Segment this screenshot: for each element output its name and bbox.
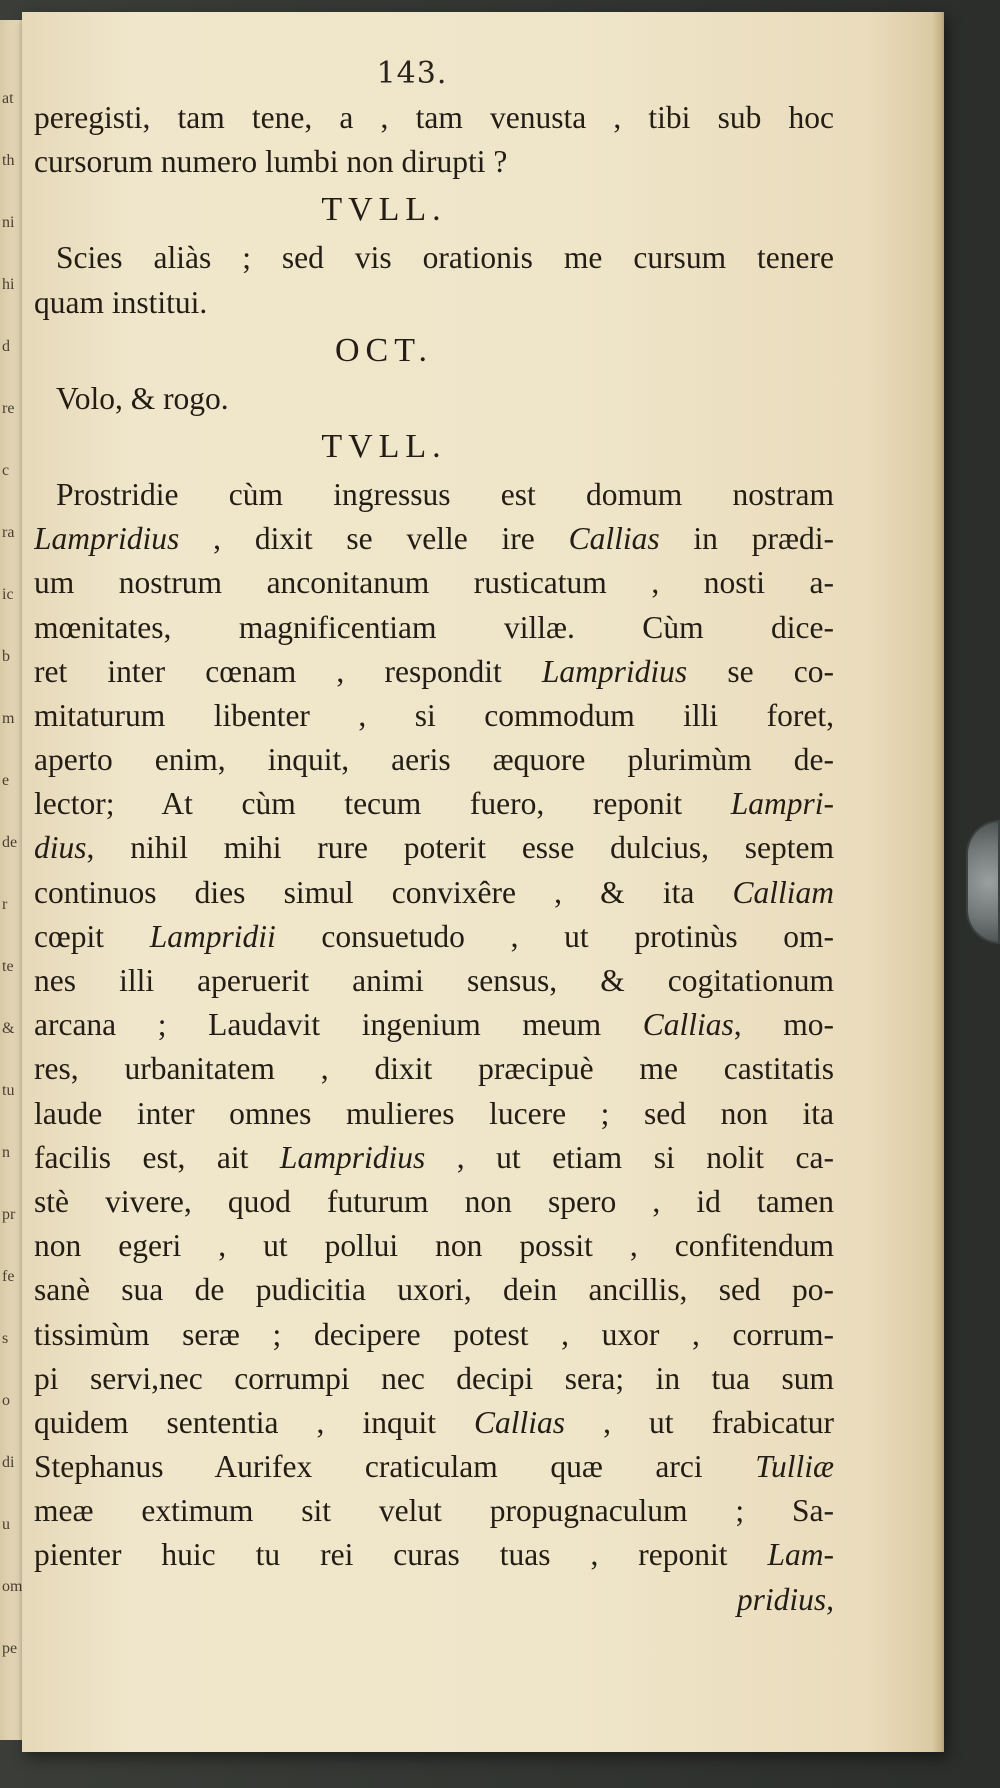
text-line — [34, 1047, 834, 1091]
text-segment: Stephanus Aurifex craticulam quæ arci — [34, 1449, 756, 1485]
speaker-heading — [34, 184, 734, 236]
italic-name: Callias — [568, 521, 660, 557]
margin-fragment: b — [2, 648, 10, 665]
italic-name: Callias — [642, 1007, 734, 1043]
text-segment: cœpit — [34, 918, 150, 954]
text-segment: Scies aliàs ; sed vis orationis me cursum tenere — [56, 240, 834, 276]
margin-fragment: re — [2, 400, 15, 417]
text-line — [34, 738, 834, 782]
text-segment: pienter huic tu rei curas tuas , reponit — [34, 1537, 768, 1573]
italic-name: Lampridius — [34, 521, 180, 557]
text-segment: peregisti, tam tene, a , tam venusta , tibi sub hoc — [34, 100, 834, 135]
text-segment: Prostridie cùm ingressus est domum nostram — [56, 476, 834, 512]
text-line — [34, 1092, 834, 1136]
italic-name: Lam- — [767, 1537, 834, 1573]
text-line — [34, 1401, 834, 1445]
text-line — [34, 140, 834, 184]
text-segment: mitaturum libenter , si commodum illi foret, — [34, 697, 834, 733]
text-segment: , dixit se velle ire — [179, 521, 569, 557]
text-line — [34, 1180, 834, 1224]
text-segment: um nostrum anconitanum rusticatum , nosti a- — [34, 565, 834, 601]
italic-name: dius — [34, 830, 87, 866]
speaker-heading — [34, 325, 734, 377]
text-line — [34, 377, 834, 421]
text-segment: , mo- — [733, 1007, 834, 1043]
page-text — [34, 96, 834, 1622]
margin-fragment: at — [2, 90, 14, 107]
margin-fragment: tu — [2, 1082, 15, 1099]
text-line — [34, 959, 834, 1003]
catchword — [34, 1578, 834, 1622]
text-line — [34, 915, 834, 959]
text-segment: nes illi aperuerit animi sensus, & cogitationum — [34, 963, 834, 998]
italic-name: Lampri- — [730, 786, 834, 822]
italic-name: Lampridius — [279, 1139, 426, 1175]
text-line — [34, 1313, 834, 1357]
margin-fragment: d — [2, 338, 10, 355]
page-fore-edge — [932, 12, 942, 1752]
margin-fragment: m — [2, 710, 15, 727]
text-segment: res, urbanitatem , dixit præcipuè me castitatis — [34, 1051, 834, 1087]
text-segment: TVLL. — [321, 427, 447, 465]
text-line — [34, 694, 834, 738]
text-line — [34, 650, 834, 694]
margin-fragment: fe — [2, 1268, 15, 1285]
margin-fragment: pe — [2, 1640, 18, 1657]
margin-fragment: s — [2, 1330, 9, 1347]
book-clasp — [966, 820, 1000, 944]
text-segment: se co- — [687, 653, 834, 689]
margin-fragment: e — [2, 772, 10, 789]
margin-fragment: c — [2, 462, 10, 479]
speaker-heading — [34, 421, 734, 473]
text-line — [34, 96, 834, 140]
text-line — [34, 1533, 834, 1577]
text-line — [34, 1445, 834, 1489]
margin-fragment: & — [2, 1020, 15, 1037]
text-line — [34, 281, 834, 325]
text-segment: arcana ; Laudavit ingenium meum — [34, 1007, 643, 1043]
text-line — [34, 1136, 834, 1180]
margin-fragment: pr — [2, 1206, 16, 1223]
margin-fragment: de — [2, 834, 18, 851]
margin-fragment: om — [2, 1578, 23, 1595]
italic-name: Callias — [474, 1404, 566, 1440]
margin-fragment: n — [2, 1144, 10, 1161]
margin-fragment: r — [2, 896, 8, 913]
margin-fragment: o — [2, 1392, 10, 1409]
text-line — [34, 561, 834, 605]
text-segment: sanè sua de pudicitia uxori, dein ancillis, sed po- — [34, 1272, 834, 1308]
text-line — [34, 473, 834, 517]
text-segment: facilis est, ait — [34, 1139, 280, 1175]
text-segment: TVLL. — [321, 191, 447, 229]
italic-name: Lampridius — [541, 653, 688, 689]
text-line — [34, 1003, 834, 1047]
margin-fragment: u — [2, 1516, 10, 1533]
margin-fragment: hi — [2, 276, 15, 293]
text-segment: laude inter omnes mulieres lucere ; sed non ita — [34, 1095, 834, 1131]
text-segment: , nihil mihi rure poterit esse dulcius, septem — [86, 830, 834, 866]
margin-fragment: th — [2, 152, 15, 169]
margin-fragment: te — [2, 958, 14, 975]
text-segment: Volo, & rogo. — [56, 380, 229, 416]
text-segment: tissimùm seræ ; decipere potest , uxor , corrum- — [34, 1316, 834, 1352]
text-segment: , ut frabicatur — [565, 1404, 834, 1440]
text-segment: , ut etiam si nolit ca- — [425, 1139, 834, 1175]
margin-fragment: ni — [2, 214, 15, 231]
text-line — [34, 826, 834, 870]
text-segment: quam institui. — [34, 284, 208, 320]
text-segment: stè vivere, quod futurum non spero , id tamen — [34, 1183, 834, 1219]
text-segment: cursorum numero lumbi non dirupti ? — [34, 144, 508, 180]
text-line — [34, 517, 834, 561]
text-segment: pi servi,nec corrumpi nec decipi sera; in tua sum — [34, 1360, 834, 1396]
page-number: 143. — [376, 56, 448, 91]
text-line — [34, 871, 834, 915]
text-line — [34, 1357, 834, 1401]
text-segment: quidem sententia , inquit — [34, 1404, 475, 1440]
text-segment: in prædi- — [659, 521, 834, 557]
text-segment: OCT. — [335, 331, 433, 369]
text-line — [34, 1489, 834, 1533]
book-page — [22, 12, 944, 1752]
italic-name: Tulliæ — [755, 1449, 834, 1485]
margin-fragment: di — [2, 1454, 15, 1471]
italic-name: Lampridii — [149, 918, 276, 954]
text-segment: consuetudo , ut protinùs om- — [275, 918, 834, 954]
italic-name: Calliam — [732, 874, 834, 910]
text-segment: mœnitates, magnificentiam villæ. Cùm dice- — [34, 609, 834, 645]
margin-fragment: ra — [2, 524, 15, 541]
text-segment: lector; At cùm tecum fuero, reponit — [34, 786, 731, 822]
text-segment: non egeri , ut pollui non possit , confitendum — [34, 1228, 834, 1264]
text-line — [34, 236, 834, 280]
text-line — [34, 1224, 834, 1268]
text-line — [34, 606, 834, 650]
text-segment: ret inter cœnam , respondit — [34, 653, 542, 689]
text-line — [34, 782, 834, 826]
text-segment: continuos dies simul convixêre , & ita — [34, 874, 733, 910]
text-segment: meæ extimum sit velut propugnaculum ; Sa- — [34, 1493, 834, 1529]
text-line — [34, 1268, 834, 1312]
margin-fragment: ic — [2, 586, 14, 603]
italic-name: pridius, — [736, 1581, 834, 1617]
text-segment: aperto enim, inquit, aeris æquore plurimùm de- — [34, 742, 834, 778]
